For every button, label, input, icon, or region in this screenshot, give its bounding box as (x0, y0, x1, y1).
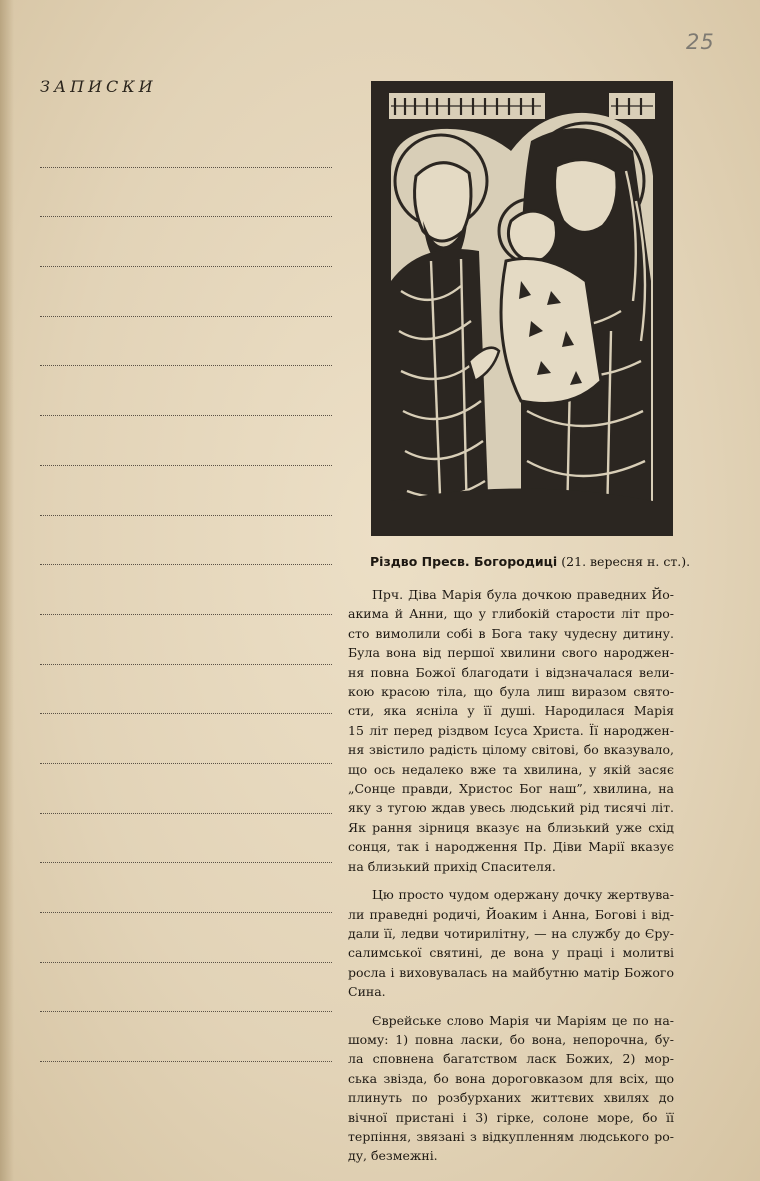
text-line: салимської святині, де вона у праці і молитві (348, 945, 674, 961)
text-line: сти, яка ясніла у її душі. Народилася Марія (348, 703, 674, 719)
article-text (348, 585, 674, 1175)
note-line (40, 863, 332, 913)
text-line: Прч. Діва Марія була дочкою праведних Йо- (372, 587, 674, 602)
text-line: на близький прихід Спасителя. (348, 858, 556, 874)
caption-date: (21. вересня н. ст.). (561, 554, 691, 569)
text-line: Була вона від першої хвилини свого народжен- (348, 645, 674, 661)
note-lines (40, 118, 332, 1062)
notes-heading: ЗАПИСКИ (40, 77, 157, 96)
note-line (40, 714, 332, 764)
text-line: вічної пристані і 3) гірке, солоне море, бо її (348, 1109, 674, 1125)
text-line: Цю просто чудом одержану дочку жертвува- (372, 887, 674, 903)
note-line (40, 565, 332, 615)
caption-title: Різдво Пресв. Богородиці (370, 554, 558, 569)
text-line: ли праведні родичі, Йоаким і Анна, Богові і від- (348, 906, 674, 922)
note-line (40, 1012, 332, 1062)
note-line (40, 764, 332, 814)
text-line: „Сонце правди, Христос Бог наш”, хвилина, на (348, 781, 674, 797)
note-line (40, 168, 332, 218)
text-line: яку з тугою ждав увесь людський рід тисячі літ. (348, 800, 674, 816)
note-line (40, 466, 332, 516)
article-paragraph (348, 885, 674, 1001)
text-line: кою красою тіла, що була лиш виразом свято- (348, 684, 674, 700)
note-line (40, 963, 332, 1013)
text-line: Сина. (348, 984, 386, 1000)
text-line: шому: 1) повна ласки, бо вона, непорочна, бу- (348, 1031, 674, 1047)
note-line (40, 366, 332, 416)
text-line: росла і виховувалась на майбутню матір Божого (348, 964, 674, 980)
text-line: дали її, ледви чотирилітну, — на службу до Єру- (348, 925, 674, 941)
note-line (40, 516, 332, 566)
text-line: що ось недалеко вже та хвилина, у якій засяє (348, 761, 674, 777)
woodcut-illustration (371, 81, 673, 536)
text-line: акима й Анни, що у глибокій старости літ про- (348, 606, 674, 622)
text-line: ду, безмежні. (348, 1148, 438, 1164)
page-number: 25 (686, 30, 715, 54)
text-line: ська звізда, бо вона дороговказом для всіх, що (348, 1070, 674, 1086)
text-line: ня повна Божої благодати і відзначалася вели- (348, 664, 674, 680)
text-line: 15 літ перед різдвом Ісуса Христа. Її народжен- (348, 722, 674, 738)
text-line: ня звістило радість цілому світові, бо вказувало, (348, 742, 674, 758)
note-line (40, 814, 332, 864)
note-line (40, 615, 332, 665)
text-line: плинуть по розбурханих життєвих хвилях до (348, 1090, 674, 1106)
text-line: терпіння, звязані з відкупленням людського ро- (348, 1128, 674, 1144)
text-line: ла сповнена багатством ласк Божих, 2) мор- (348, 1051, 674, 1067)
article-paragraph (348, 1011, 674, 1166)
text-line: Єврейське слово Марія чи Маріям це по на- (372, 1012, 674, 1028)
note-line (40, 416, 332, 466)
note-line (40, 317, 332, 367)
note-line (40, 267, 332, 317)
note-line (40, 913, 332, 963)
text-line: сонця, так і народження Пр. Діви Марії вказує (348, 839, 674, 855)
illustration-caption (370, 554, 690, 570)
text-line: Як рання зірниця вказує на близький уже схід (348, 819, 674, 835)
note-line (40, 118, 332, 168)
note-line (40, 217, 332, 267)
article-paragraph (348, 585, 674, 876)
text-line: сто вимолили собі в Бога таку чудесну дитину. (348, 625, 674, 641)
woodcut-image (371, 81, 673, 536)
note-line (40, 665, 332, 715)
